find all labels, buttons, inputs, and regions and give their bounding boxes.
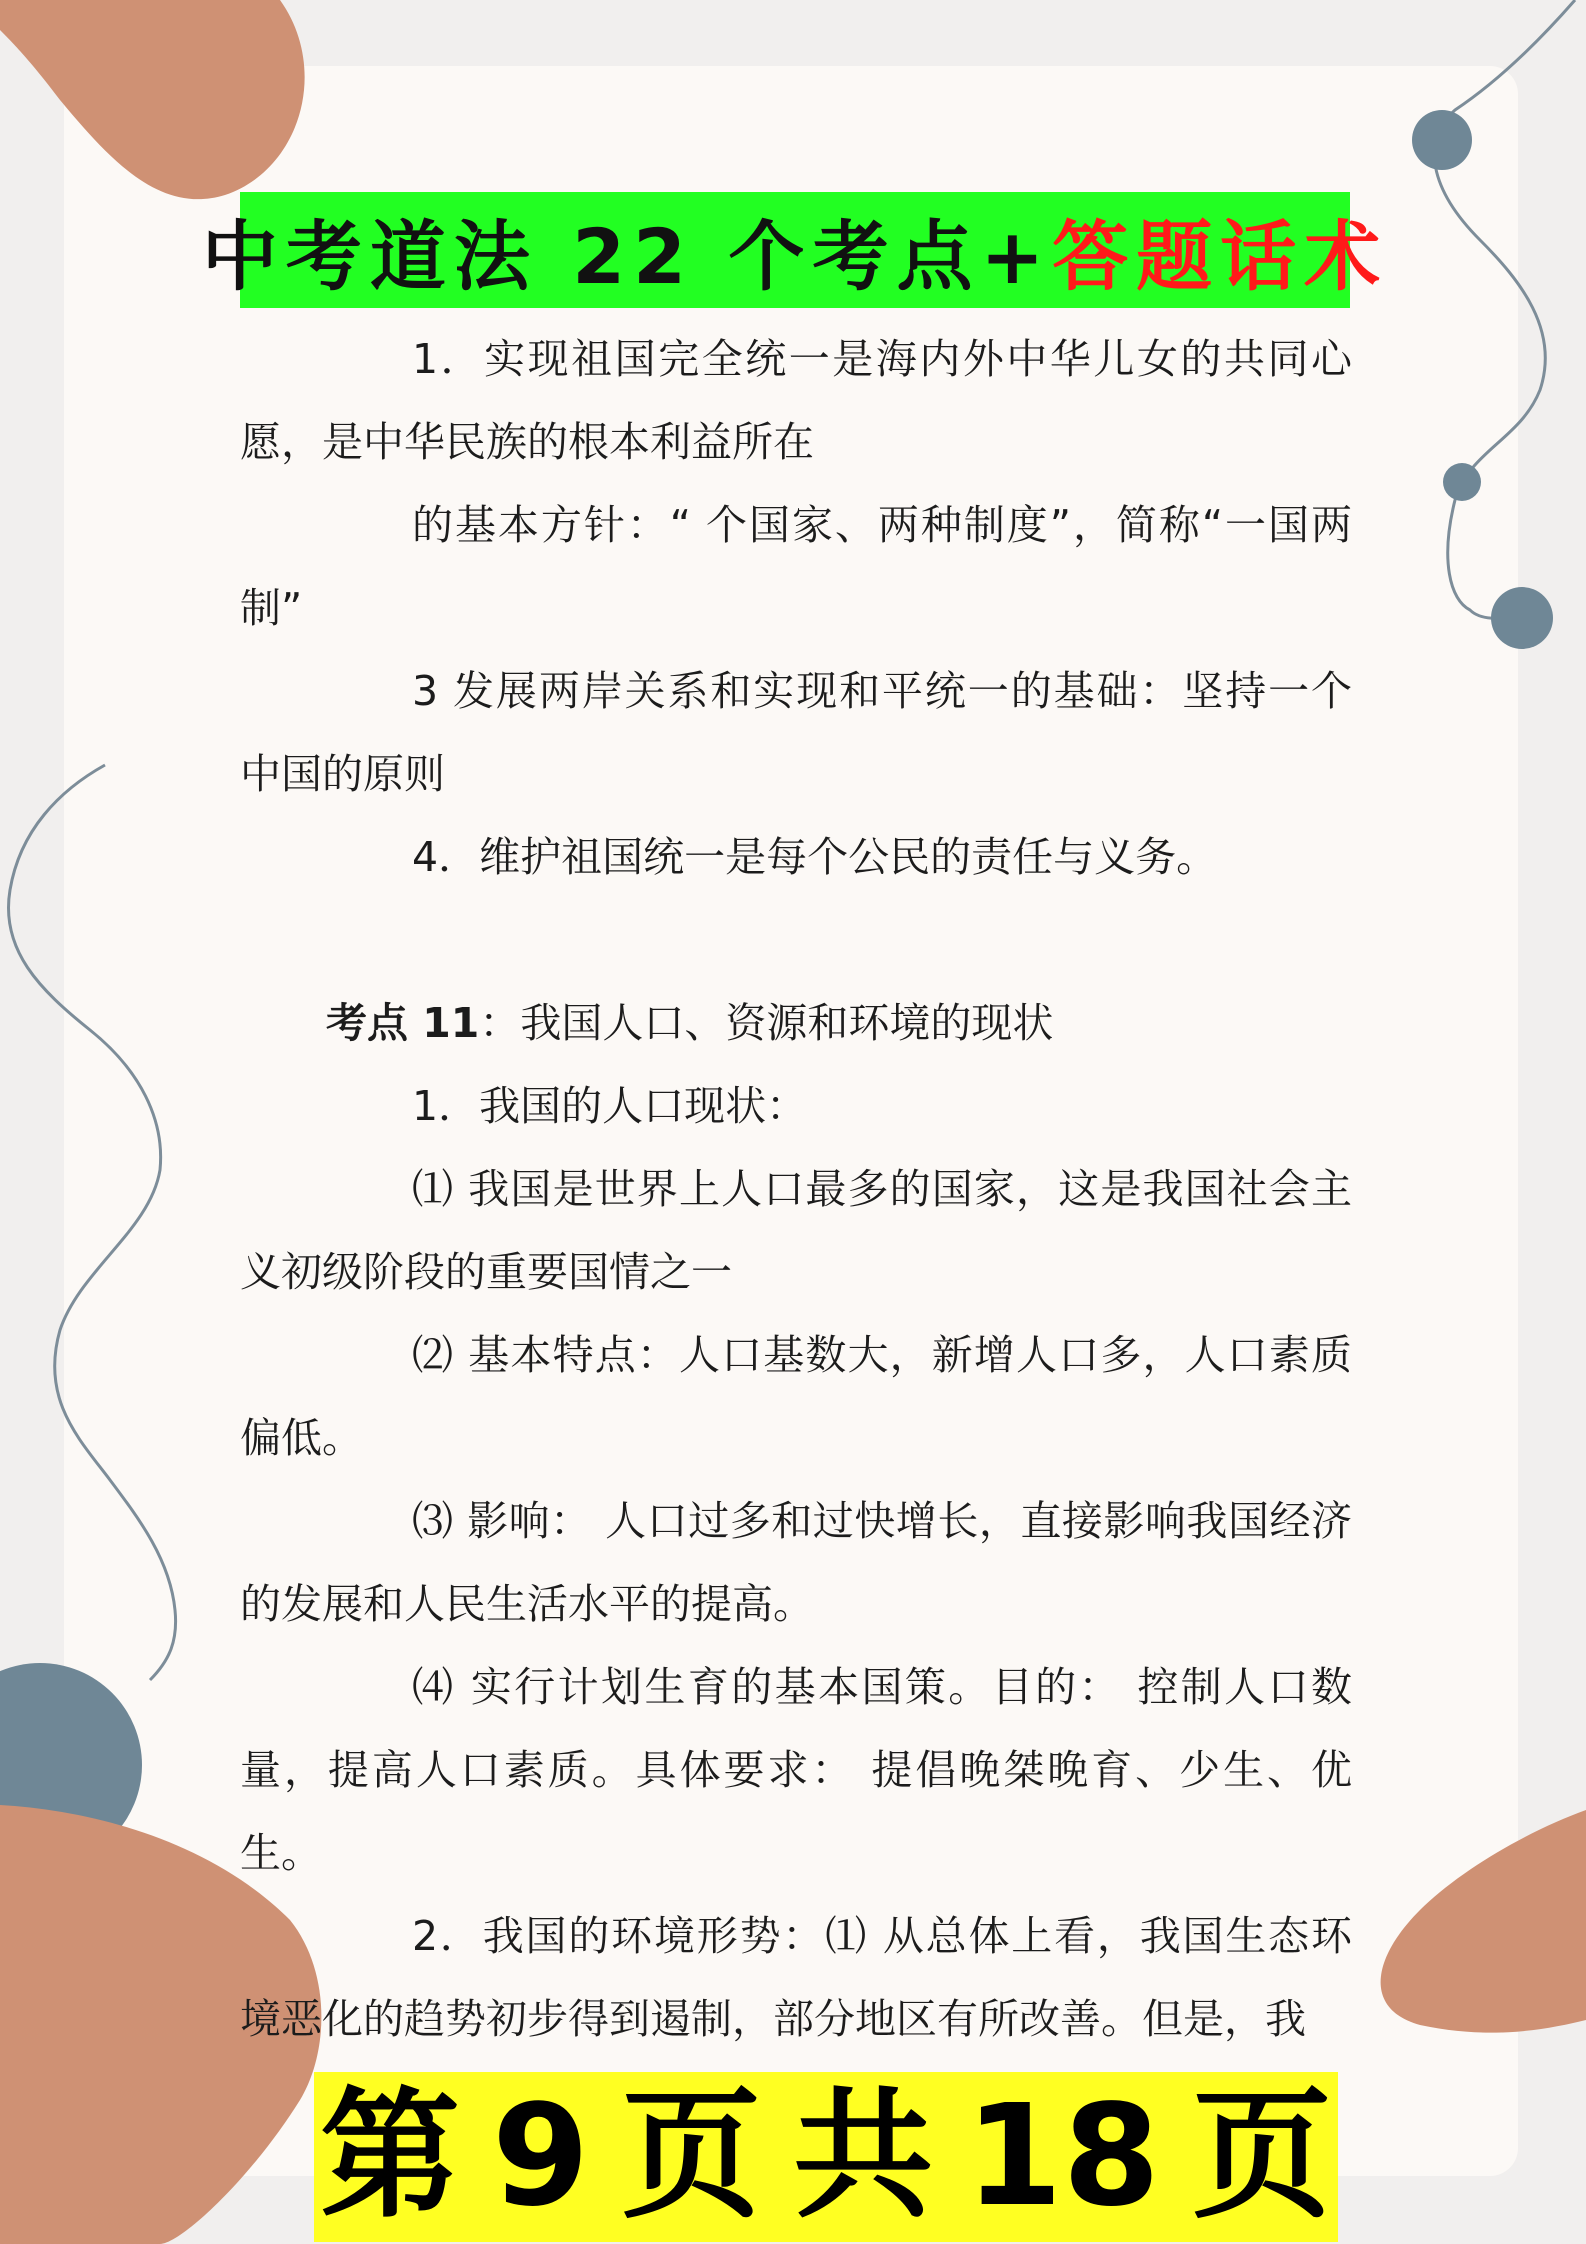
title-accent: 答题话术 xyxy=(1052,211,1389,301)
page-indicator xyxy=(314,2072,1338,2242)
section-heading-text: ：我国人口、资源和环境的现状 xyxy=(479,999,1054,1047)
page-number-total: 18 xyxy=(965,2075,1161,2238)
page-indicator-char: 共 xyxy=(793,2075,934,2238)
document-body xyxy=(240,318,1352,2061)
dot-right-low xyxy=(1491,587,1553,649)
paragraph: 的基本方针：“ 个国家、两种制度”，简称“一国两制” xyxy=(240,501,1352,632)
section-heading-label: 考点 11 xyxy=(326,999,480,1047)
page-indicator-char: 页 xyxy=(1191,2075,1332,2238)
paragraph: 4．维护祖国统一是每个公民的责任与义务。 xyxy=(412,833,1218,881)
title-banner xyxy=(201,192,1389,308)
spacer xyxy=(240,899,1352,982)
dot-right-mid xyxy=(1443,463,1481,501)
paragraph: 1．实现祖国完全统一是海内外中华儿女的共同心愿，是中华民族的根本利益所在 xyxy=(240,335,1352,466)
paragraph: 1．我国的人口现状： xyxy=(412,1082,808,1130)
paragraph: ⑵ 基本特点：人口基数大，新增人口多，人口素质偏低。 xyxy=(240,1331,1352,1462)
paragraph: 2．我国的环境形势：⑴ 从总体上看，我国生态环境恶化的趋势初步得到遏制，部分地区有所改善。但是，我 xyxy=(240,1912,1352,2043)
page-indicator-char: 第 xyxy=(320,2075,461,2238)
paragraph: 3 发展两岸关系和实现和平统一的基础：坚持一个中国的原则 xyxy=(240,667,1352,798)
dot-right-top xyxy=(1412,110,1472,170)
blob-top-left xyxy=(0,0,305,199)
page-number-current: 9 xyxy=(491,2075,590,2238)
page-indicator-char: 页 xyxy=(621,2075,762,2238)
section-heading xyxy=(240,982,1352,1065)
paragraph: ⑴ 我国是世界上人口最多的国家，这是我国社会主义初级阶段的重要国情之一 xyxy=(240,1165,1352,1296)
title-main: 中考道法 22 个考点+ xyxy=(201,211,1053,301)
paragraph: ⑷ 实行计划生育的基本国策。目的： 控制人口数量，提高人口素质。具体要求： 提倡晚桀晚育、少生、优生。 xyxy=(240,1663,1352,1877)
paragraph: ⑶ 影响： 人口过多和过快增长，直接影响我国经济的发展和人民生活水平的提高。 xyxy=(240,1497,1352,1628)
